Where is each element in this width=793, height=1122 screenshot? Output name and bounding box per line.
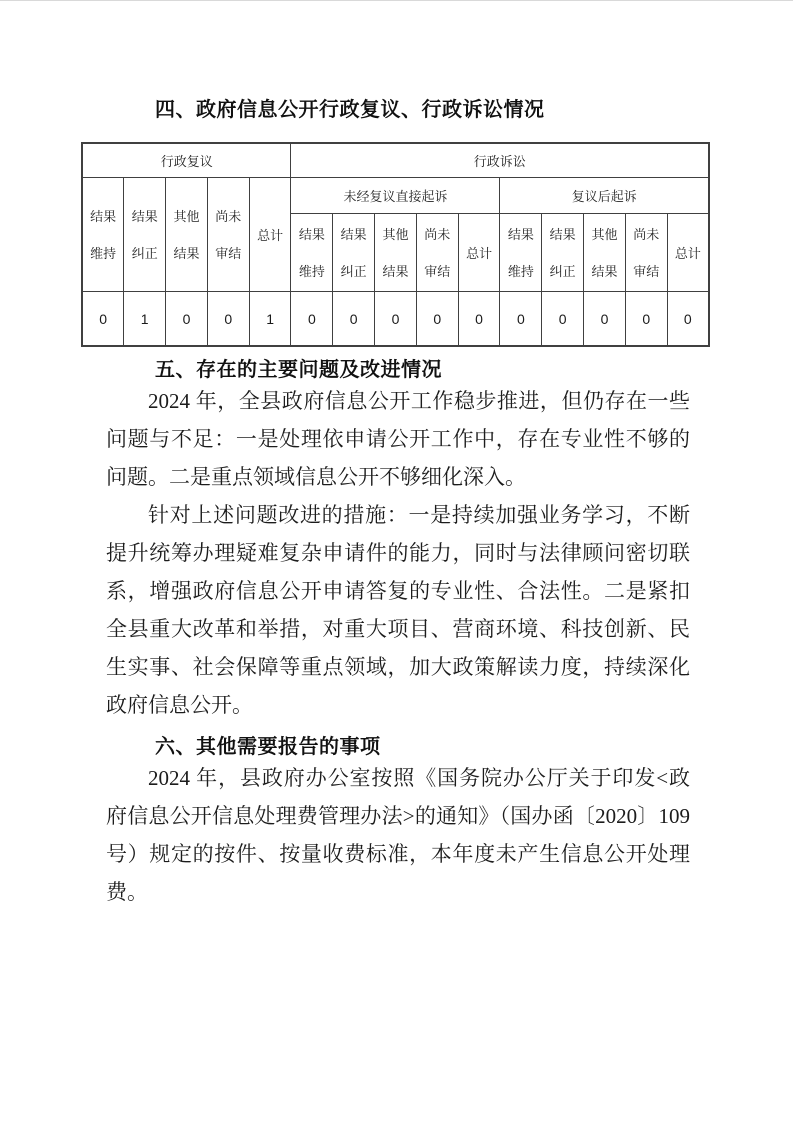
value-review-corrected: 1 — [124, 292, 166, 347]
group-header-admin-litigation: 行政诉讼 — [291, 143, 709, 178]
section5-paragraph-2: 针对上述问题改进的措施：一是持续加强业务学习，不断提升统筹办理疑难复杂申请件的能力，同时与法律顾问密切联系，增强政府信息公开申请答复的专业性、合法性。二是紧扣全县重大改革和举措，对重大项目、营商环境、科技创新、民生实事、社会保障等重点领域，加大政策解读力度，持续深化政府信息公开。 — [106, 503, 690, 717]
section4-heading: 四、政府信息公开行政复议、行政诉讼情况 — [155, 99, 545, 121]
table-value-row — [82, 292, 709, 347]
section5-heading: 五、存在的主要问题及改进情况 — [155, 359, 442, 381]
value-review-upheld: 0 — [82, 292, 124, 347]
admin-review-litigation-table — [81, 142, 710, 347]
table-subgroup-row — [82, 178, 709, 214]
value-after-pending: 0 — [625, 292, 667, 347]
group-header-admin-review: 行政复议 — [82, 143, 291, 178]
value-review-total: 1 — [249, 292, 291, 347]
col-header-direct-other-result: 其他 结果 — [375, 214, 417, 292]
section5-paragraph-1: 2024 年，全县政府信息公开工作稳步推进，但仍存在一些问题与不足：一是处理依申请公开工作中，存在专业性不够的问题。二是重点领域信息公开不够细化深入。 — [106, 389, 690, 489]
value-after-corrected: 0 — [542, 292, 584, 347]
value-direct-upheld: 0 — [291, 292, 333, 347]
value-review-pending: 0 — [207, 292, 249, 347]
col-header-direct-result-corrected: 结果 纠正 — [333, 214, 375, 292]
value-after-other: 0 — [584, 292, 626, 347]
col-header-review-pending: 尚未 审结 — [207, 178, 249, 292]
col-header-direct-total: 总计 — [458, 214, 500, 292]
col-header-after-result-upheld: 结果 维持 — [500, 214, 542, 292]
col-header-after-other-result: 其他 结果 — [584, 214, 626, 292]
col-header-after-result-corrected: 结果 纠正 — [542, 214, 584, 292]
value-direct-other: 0 — [375, 292, 417, 347]
value-direct-pending: 0 — [416, 292, 458, 347]
subgroup-header-after-review-suit: 复议后起诉 — [500, 178, 709, 214]
section6-heading: 六、其他需要报告的事项 — [155, 736, 381, 758]
value-direct-corrected: 0 — [333, 292, 375, 347]
col-header-review-result-upheld: 结果 维持 — [82, 178, 124, 292]
col-header-review-result-corrected: 结果 纠正 — [124, 178, 166, 292]
section6-paragraph-1: 2024 年，县政府办公室按照《国务院办公厅关于印发<政府信息公开信息处理费管理办法>的通知》（国办函〔2020〕109 号）规定的按件、按量收费标准，本年度未产生信息公开处理费。 — [106, 766, 690, 904]
col-header-direct-pending: 尚未 审结 — [416, 214, 458, 292]
subgroup-header-direct-suit: 未经复议直接起诉 — [291, 178, 500, 214]
col-header-after-total: 总计 — [667, 214, 709, 292]
table-group-row — [82, 143, 709, 178]
value-direct-total: 0 — [458, 292, 500, 347]
col-header-after-pending: 尚未 审结 — [625, 214, 667, 292]
col-header-direct-result-upheld: 结果 维持 — [291, 214, 333, 292]
value-after-upheld: 0 — [500, 292, 542, 347]
value-after-total: 0 — [667, 292, 709, 347]
col-header-review-total: 总计 — [249, 178, 291, 292]
value-review-other: 0 — [166, 292, 208, 347]
col-header-review-other-result: 其他 结果 — [166, 178, 208, 292]
